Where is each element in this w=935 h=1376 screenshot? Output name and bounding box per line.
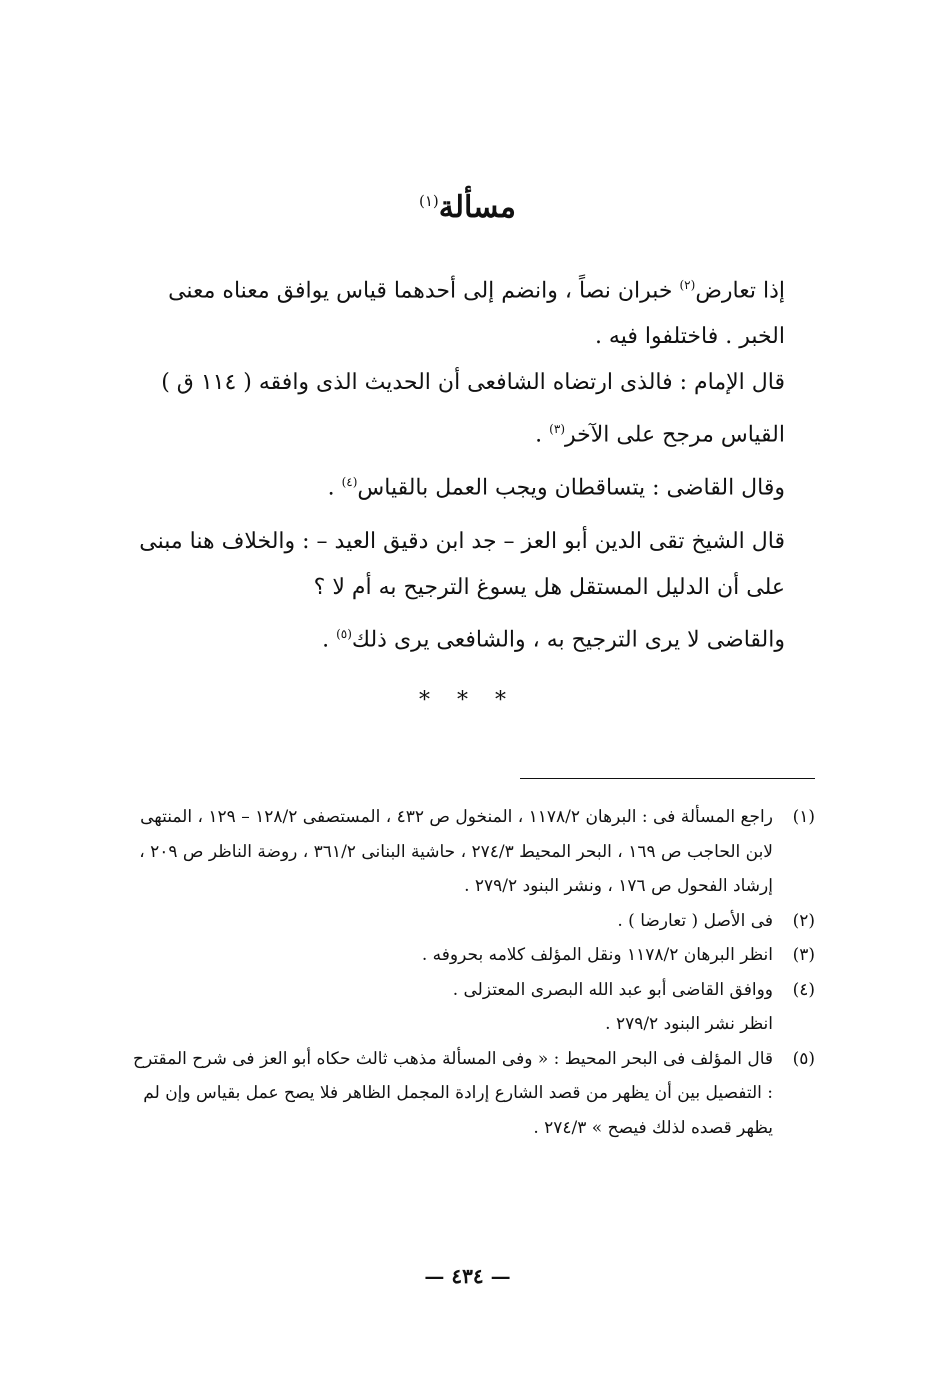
title-text: مسألة — [438, 190, 516, 225]
paragraph-1-text-b: خبران نصاً ، وانضم إلى أحدهما قياس يوافق معناه معنى الخبر . فاختلفوا فيه . — [168, 278, 785, 350]
page-number: — ٤٣٤ — — [424, 1264, 511, 1288]
footnote-text: انظر البرهان ١١٧٨/٢ ونقل المؤلف كلامه بحروفه . — [421, 945, 773, 965]
paragraph-4: قال الشيخ تقى الدين أبو العز – جد ابن دقيق العيد – : والخلاف هنا مبنى على أن الدليل المستقل هل يسوغ الترجيح به أم لا ؟ — [139, 528, 785, 600]
footnote-ref-2: (٢) — [679, 278, 696, 292]
footnote-text — [125, 973, 773, 1042]
footnote-number: (١) — [792, 807, 815, 827]
footnote-1 — [125, 800, 815, 904]
paragraph-2 — [125, 360, 815, 458]
paragraph-1-text-a: إذا تعارض — [695, 278, 785, 304]
footnote-number: (٢) — [792, 910, 815, 931]
title-footnote-ref: (١) — [419, 192, 439, 210]
footnotes — [125, 800, 815, 1145]
footnote-4-line-1: ووافق القاضى أبو عبد الله البصرى المعتزلى . — [452, 979, 773, 1000]
main-text — [125, 262, 815, 663]
footnote-5 — [125, 1042, 815, 1146]
footnote-4 — [125, 973, 815, 1042]
footnote-4-line-2: انظر نشر البنود ٢٧٩/٢ . — [605, 1014, 773, 1034]
paragraph-2-text-b: . — [535, 422, 550, 448]
footnote-text: قال المؤلف فى البحر المحيط : « وفى المسألة مذهب ثالث حكاه أبو العز فى شرح المقترح : التفصيل بين أن يظهر من قصد الشارع إرادة المجمل الظاهر فلا يصح عمل بقياس وإن لم يظهر قصده لذلك فيصح » ٢٧٤/٣ . — [133, 1048, 773, 1138]
footnote-2 — [125, 904, 815, 939]
section-title — [0, 190, 935, 225]
section-separator: * * * — [419, 688, 516, 713]
paragraph-5 — [125, 611, 815, 663]
paragraph-3 — [125, 459, 815, 511]
paragraph-2-text-a: قال الإمام : فالذى ارتضاه الشافعى أن الحديث الذى وافقه ( ١١٤ ق ) القياس مرجح على الآخر — [161, 370, 785, 448]
footnote-number: (٣) — [792, 945, 815, 965]
footnote-text: راجع المسألة فى : البرهان ١١٧٨/٢ ، المنخول ص ٤٣٢ ، المستصفى ١٢٨/٢ – ١٢٩ ، المنتهى لابن الحاجب ص ١٦٩ ، البحر المحيط ٢٧٤/٣ ، حاشية البنانى ٣٦١/٢ ، روضة الناظر ص ٢٠٩ ، إرشاد الفحول ص ١٧٦ ، ونشر البنود ٢٧٩/٢ . — [139, 807, 773, 896]
footnote-3 — [125, 938, 815, 973]
paragraph-3-text-b: . — [327, 474, 342, 500]
footnote-number: (٥) — [792, 1048, 815, 1069]
footnote-divider — [520, 778, 815, 779]
footnote-text: فى الأصل ( تعارضا ) . — [617, 910, 773, 931]
paragraph-3-text-a: وقال القاضى : يتساقطان ويجب العمل بالقياس — [357, 474, 785, 500]
footnote-number: (٤) — [792, 979, 815, 1000]
footnote-ref-3: (٣) — [549, 422, 565, 437]
footnote-ref-5: (٥) — [336, 626, 352, 641]
paragraph-1 — [125, 262, 815, 360]
paragraph-5-text-a: والقاضى لا يرى الترجيح به ، والشافعى يرى ذلك — [351, 627, 785, 653]
paragraph-5-text-b: . — [322, 627, 337, 653]
footnote-ref-4: (٤) — [341, 474, 358, 489]
